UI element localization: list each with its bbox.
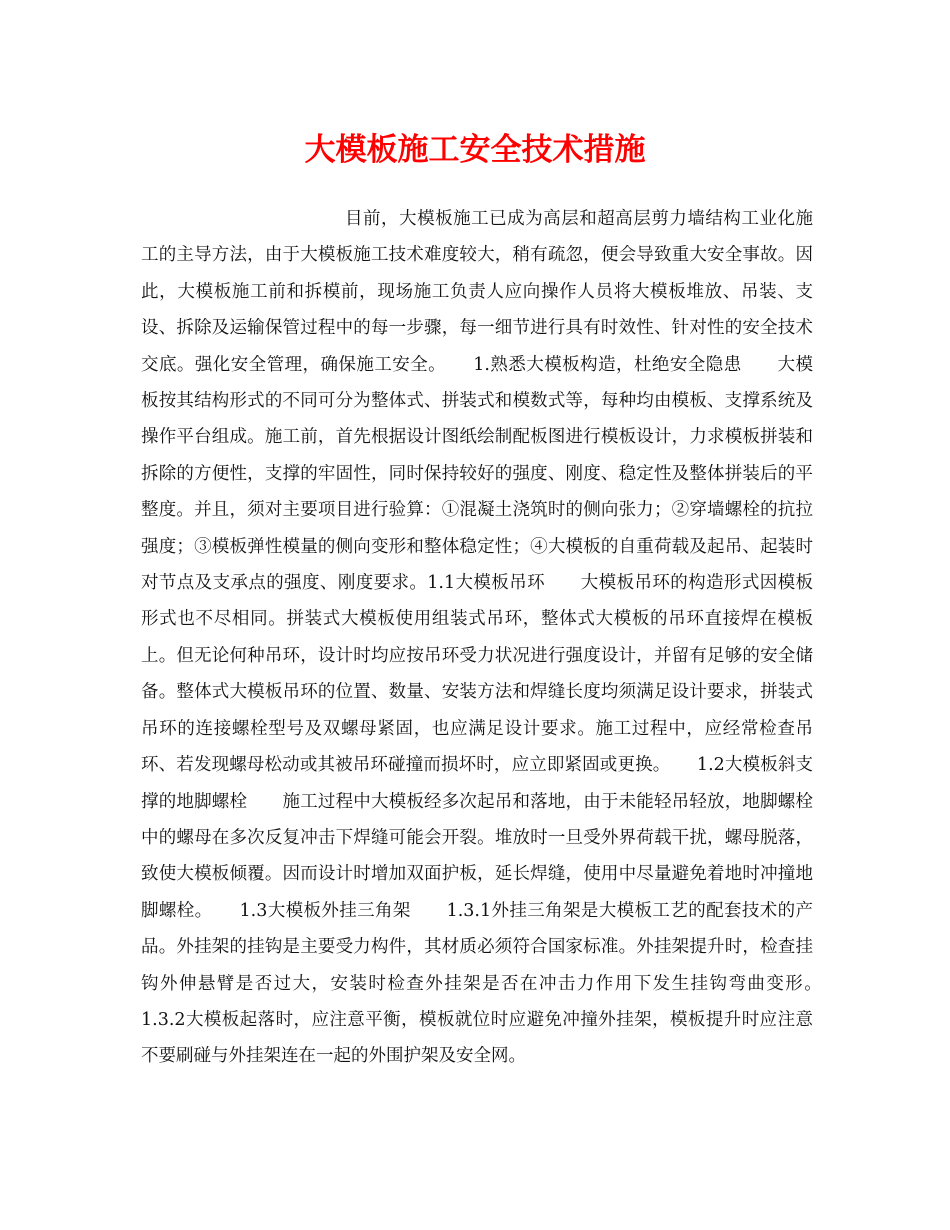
document-body	[141, 201, 848, 1075]
document-title: 大模板施工安全技术措施	[304, 132, 646, 168]
body-paragraph: 目前，大模板施工已成为高层和超高层剪力墙结构工业化施工的主导方法，由于大模板施工技术难度较大，稍有疏忽，便会导致重大安全事故。因此，大模板施工前和拆模前，现场施工负责人应向操作人员将大模板堆放、吊装、支设、拆除及运输保管过程中的每一步骤，每一细节进行具有时效性、针对性的安全技术交底。强化安全管理，确保施工安全。 1.熟悉大模板构造，杜绝安全隐患 大模板按其结构形式的不同可分为整体式、拼装式和模数式等，每种均由模板、支撑系统及操作平台组成。施工前，首先根据设计图纸绘制配板图进行模板设计，力求模板拼装和拆除的方便性，支撑的牢固性，同时保持较好的强度、刚度、稳定性及整体拼装后的平整度。并且，须对主要项目进行验算：①混凝土浇筑时的侧向张力；②穿墙螺栓的抗拉强度；③模板弹性模量的侧向变形和整体稳定性；④大模板的自重荷载及起吊、起装时对节点及支承点的强度、刚度要求。1.1大模板吊环 大模板吊环的构造形式因模板形式也不尽相同。拼装式大模板使用组装式吊环，整体式大模板的吊环直接焊在模板上。但无论何种吊环，设计时均应按吊环受力状况进行强度设计，并留有足够的安全储备。整体式大模板吊环的位置、数量、安装方法和焊缝长度均须满足设计要求，拼装式吊环的连接螺栓型号及双螺母紧固，也应满足设计要求。施工过程中，应经常检查吊环、若发现螺母松动或其被吊环碰撞而损坏时，应立即紧固或更换。 1.2大模板斜支撑的地脚螺栓 施工过程中大模板经多次起吊和落地，由于未能轻吊轻放，地脚螺栓中的螺母在多次反复冲击下焊缝可能会开裂。堆放时一旦受外界荷载干扰，螺母脱落，致使大模板倾覆。因而设计时增加双面护板，延长焊缝，使用中尽量避免着地时冲撞地脚螺栓。 1.3大模板外挂三角架 1.3.1外挂三角架是大模板工艺的配套技术的产品。外挂架的挂钩是主要受力构件，其材质必须符合国家标准。外挂架提升时，检查挂钩外伸悬臂是否过大，安装时检查外挂架是否在冲击力作用下发生挂钩弯曲变形。 1.3.2大模板起落时，应注意平衡，模板就位时应避免冲撞外挂架，模板提升时应注意不要刷碰与外挂架连在一起的外围护架及安全网。	[141, 209, 848, 1067]
